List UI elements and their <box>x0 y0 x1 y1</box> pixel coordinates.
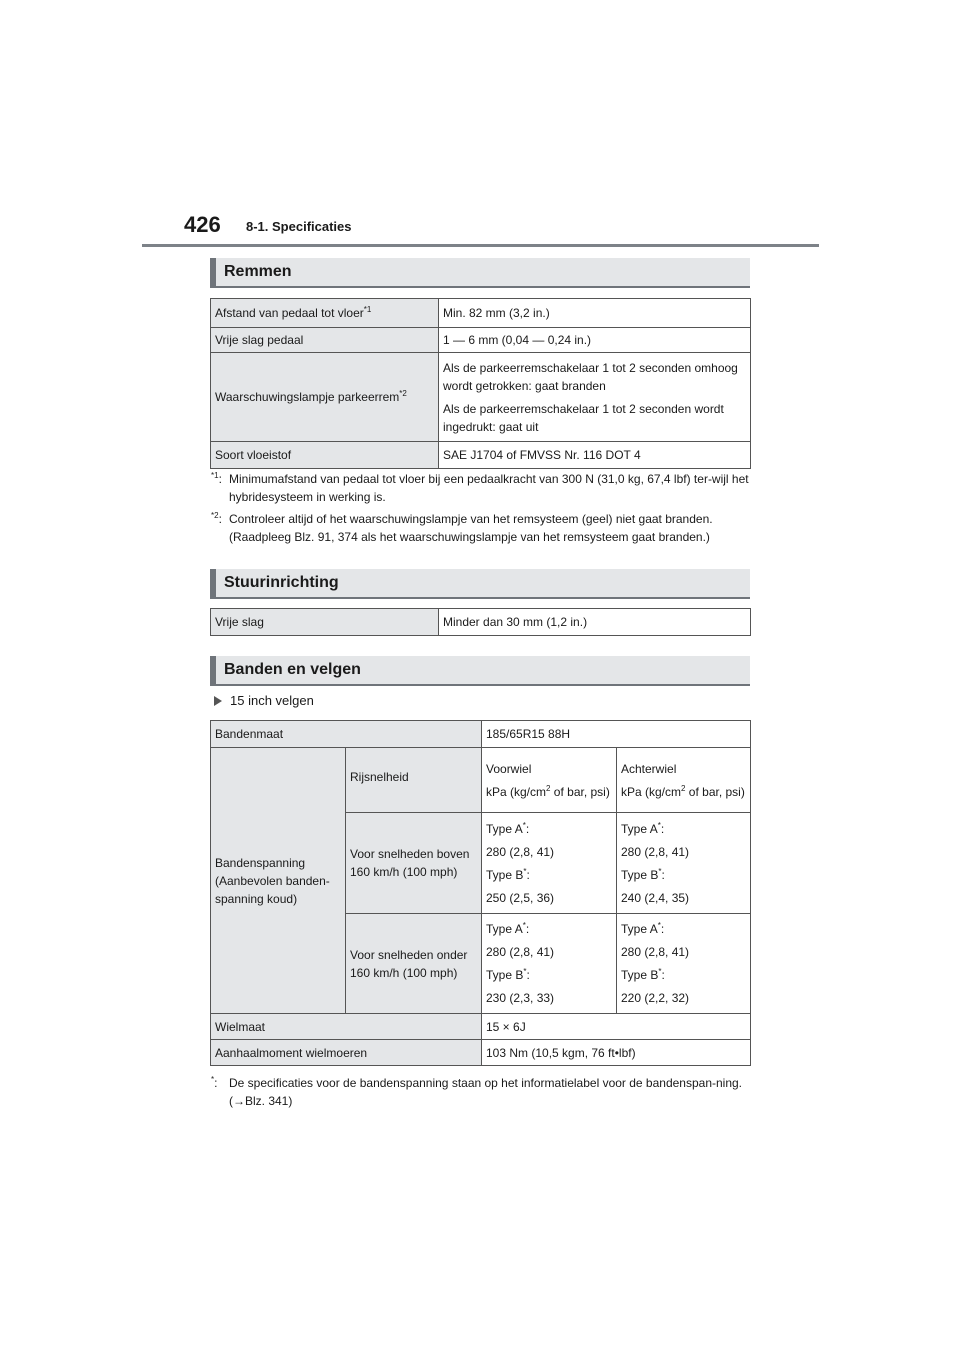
row-label: Bandenmaat <box>211 721 482 748</box>
footnote: *: De specificaties voor de bandenspanning staan op het informatielabel voor de bandenspan-ning. (→Blz. 341) <box>211 1075 743 1108</box>
row-value: SAE J1704 of FMVSS Nr. 116 DOT 4 <box>439 442 751 469</box>
row-value: 103 Nm (10,5 kgm, 76 ft•lbf) <box>482 1040 751 1066</box>
row-label: Afstand van pedaal tot vloer$^{*1}$ <box>211 299 439 328</box>
row-label: Soort vloeistof <box>211 442 439 469</box>
row-value <box>439 353 751 442</box>
steering-table <box>210 608 751 636</box>
table-row <box>211 609 751 636</box>
section-heading-brakes: Remmen <box>210 258 750 288</box>
warning-lamp-off: Als de parkeerremschakelaar 1 tot 2 seconden wordt ingedrukt: gaat uit <box>443 401 724 434</box>
page-header <box>0 0 960 250</box>
row-value: Min. 82 mm (3,2 in.) <box>439 299 751 328</box>
table-row <box>211 353 751 442</box>
table-row <box>211 442 751 469</box>
row-label: Vrije slag pedaal <box>211 328 439 353</box>
row-value: 185/65R15 88H <box>482 721 751 748</box>
table-row <box>211 1040 751 1066</box>
tires-table <box>210 720 751 1066</box>
row-value: 15 × 6J <box>482 1014 751 1040</box>
speed-below-label: Voor snelheden onder 160 km/h (100 mph) <box>346 914 482 1014</box>
footnote: $^{*2}$: Controleer altijd of het waarschuwingslampje van het remsysteem (geel) niet gaat branden. (Raadpleeg Blz. 91, 374 als het waarschuwingslampje van het remsysteem gaat branden.) <box>211 511 713 544</box>
row-label: Wielmaat <box>211 1014 482 1040</box>
brakes-table <box>210 298 751 469</box>
page-number: 426 <box>184 212 221 237</box>
rear-pressure-low: Type A*: 280 (2,8, 41) Type B*: 220 (2,2, 32) <box>617 914 751 1014</box>
front-pressure-high: Type A*: 280 (2,8, 41) Type B*: 250 (2,5, 36) <box>482 813 617 914</box>
footnote-marker: *2 <box>399 389 407 398</box>
table-row <box>211 328 751 353</box>
row-label: Aanhaalmoment wielmoeren <box>211 1040 482 1066</box>
section-heading-steering: Stuurinrichting <box>210 569 750 599</box>
table-row <box>211 299 751 328</box>
rear-wheel-header: Achterwiel kPa ($kg/cm^2$ of bar, psi) <box>617 748 751 813</box>
row-value: 1 — 6 mm (0,04 — 0,24 in.) <box>439 328 751 353</box>
table-row <box>211 721 751 748</box>
footnote-marker: *1 <box>363 305 372 314</box>
table-row <box>211 1014 751 1040</box>
header-rule <box>142 244 819 247</box>
warning-lamp-on: Als de parkeerremschakelaar 1 tot 2 seconden omhoog wordt getrokken: gaat branden <box>443 360 738 393</box>
section-heading-tires: Banden en velgen <box>210 656 750 686</box>
pressure-label: Bandenspanning (Aanbevolen banden- spanning koud) <box>211 748 346 1014</box>
triangle-bullet-icon <box>214 696 222 706</box>
table-row <box>211 748 751 813</box>
section-label: 8-1. Specificaties <box>246 219 352 234</box>
footnote: $^{*1}$: Minimumafstand van pedaal tot vloer bij een pedaalkracht van 300 N (31,0 kg, 67,4 lbf) ter-wijl het hybridesysteem in werking is. <box>211 471 749 504</box>
speed-header: Rijsnelheid <box>346 748 482 813</box>
front-wheel-header: Voorwiel kPa ($kg/cm^2$ of bar, psi) <box>482 748 617 813</box>
row-label: Waarschuwingslampje parkeerrem$^{*2}$ <box>211 353 439 442</box>
speed-above-label: Voor snelheden boven 160 km/h (100 mph) <box>346 813 482 914</box>
rear-pressure-high: Type A*: 280 (2,8, 41) Type B*: 240 (2,4, 35) <box>617 813 751 914</box>
front-pressure-low: Type A*: 280 (2,8, 41) Type B*: 230 (2,3, 33) <box>482 914 617 1014</box>
row-value: Minder dan 30 mm (1,2 in.) <box>439 609 751 636</box>
subheading-15-inch: 15 inch velgen <box>214 693 314 708</box>
row-label: Vrije slag <box>211 609 439 636</box>
